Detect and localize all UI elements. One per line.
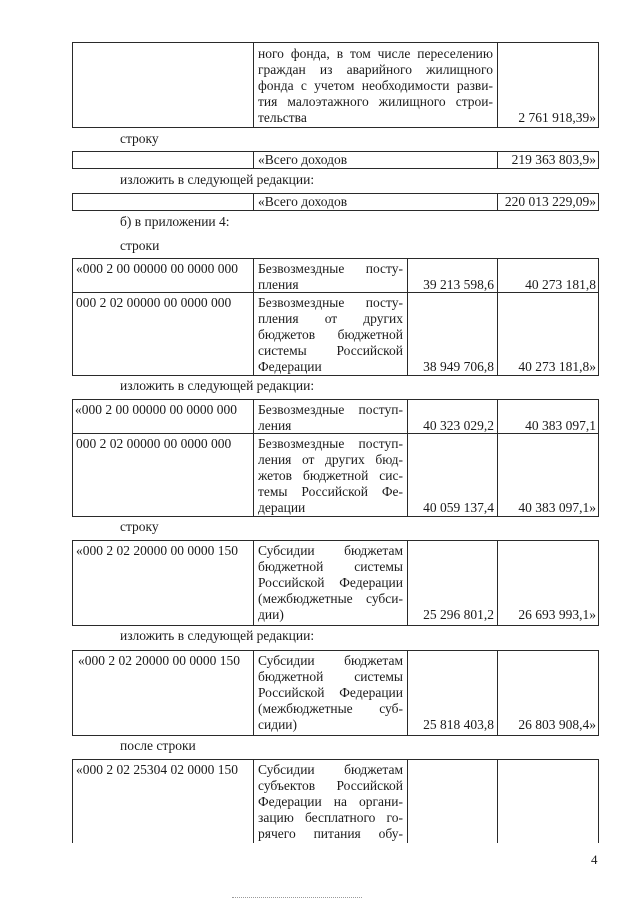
- top-table-desc-line: тельства: [258, 110, 307, 125]
- table-a-divider-3: [497, 258, 498, 376]
- table-e-divider-3: [497, 759, 498, 843]
- table-c-code: «000 2 02 20000 00 0000 150: [76, 543, 238, 558]
- table-b-divider-3: [497, 399, 498, 517]
- scan-artifact-line: [232, 897, 362, 898]
- top-table-desc-line: ного фонда, в том числе переселению: [258, 46, 493, 61]
- top-table-divider-2: [497, 42, 498, 128]
- top-table-value: 2 761 918,39»: [518, 110, 596, 125]
- table-c-divider-3: [497, 540, 498, 626]
- table-b-divider-1: [253, 399, 254, 517]
- table-a-desc-line: Безвозмездные посту-: [258, 295, 403, 310]
- label-stroku: строку: [120, 519, 159, 534]
- table-d-divider-1: [253, 650, 254, 736]
- top-table-divider-1: [253, 42, 254, 128]
- table-d-value-1: 25 818 403,8: [423, 717, 494, 732]
- table-b-desc-line: дерации: [258, 500, 306, 515]
- table-c-desc-line: дии): [258, 607, 284, 622]
- table-d-desc-line: бюджетной системы: [258, 669, 403, 684]
- table-e-desc-line: зацию бесплатного го-: [258, 810, 403, 825]
- total-new-name: «Всего доходов: [258, 194, 348, 209]
- table-e-code: «000 2 02 25304 02 0000 150: [76, 762, 238, 777]
- table-c-value-1: 25 296 801,2: [423, 607, 494, 622]
- table-e-desc-line: субъектов Российской: [258, 778, 403, 793]
- table-e-desc-line: Субсидии бюджетам: [258, 762, 403, 777]
- label-izlozhit: изложить в следующей редакции:: [120, 172, 315, 187]
- table-b-code: «000 2 00 00000 00 0000 000: [75, 402, 237, 417]
- label-stroku: строку: [120, 131, 159, 146]
- table-b-desc-line: ления от других бюд-: [258, 452, 403, 467]
- table-c-desc-line: Российской Федерации: [258, 575, 403, 590]
- table-e-divider-1: [253, 759, 254, 843]
- table-e-desc-line: Федерации на органи-: [258, 794, 403, 809]
- table-a-desc-line: Безвозмездные посту-: [258, 261, 403, 276]
- label-posle-stroki: после строки: [120, 738, 196, 753]
- table-c-desc-line: (межбюджетные субси-: [258, 591, 403, 606]
- table-a-value-1: 38 949 706,8: [423, 359, 494, 374]
- top-table-desc-line: фонда с учетом необходимости разви-: [258, 78, 493, 93]
- table-a-divider-1: [253, 258, 254, 376]
- label-annex-4: б) в приложении 4:: [120, 214, 230, 229]
- label-izlozhit: изложить в следующей редакции:: [120, 628, 315, 643]
- table-b-value-1: 40 059 137,4: [423, 500, 494, 515]
- total-old-divider-1: [253, 151, 254, 169]
- label-izlozhit: изложить в следующей редакции:: [120, 378, 315, 393]
- table-b-desc-line: Безвозмездные поступ-: [258, 402, 403, 417]
- table-d-desc-line: (межбюджетные суб-: [258, 701, 403, 716]
- table-a-value-2: 40 273 181,8»: [518, 359, 596, 374]
- total-old-value: 219 363 803,9»: [511, 152, 596, 167]
- label-stroki: строки: [120, 238, 160, 253]
- table-a-value-1: 39 213 598,6: [423, 277, 494, 292]
- total-new-divider-2: [497, 193, 498, 211]
- table-d-code: «000 2 02 20000 00 0000 150: [78, 653, 240, 668]
- table-a-desc-line: бюджетов бюджетной: [258, 327, 403, 342]
- table-a-divider-2: [407, 258, 408, 376]
- table-b-value-2: 40 383 097,1: [525, 418, 596, 433]
- table-b-desc-line: жетов бюджетной сис-: [258, 468, 403, 483]
- table-c-divider-2: [407, 540, 408, 626]
- top-table-desc-line: тия малоэтажного жилищного строи-: [258, 94, 493, 109]
- table-e-divider-2: [407, 759, 408, 843]
- table-a-desc-line: системы Российской: [258, 343, 403, 358]
- table-b-desc-line: темы Российской Фе-: [258, 484, 403, 499]
- total-old-name: «Всего доходов: [258, 152, 348, 167]
- table-d-divider-2: [407, 650, 408, 736]
- table-b-desc-line: ления: [258, 418, 292, 433]
- table-e-desc-line: рячего питания обу-: [258, 826, 403, 841]
- table-a-desc-line: Федерации: [258, 359, 322, 374]
- table-b-value-1: 40 323 029,2: [423, 418, 494, 433]
- total-old-divider-2: [497, 151, 498, 169]
- table-a-code: 000 2 02 00000 00 0000 000: [76, 295, 232, 310]
- table-c-desc-line: Субсидии бюджетам: [258, 543, 403, 558]
- table-b-divider-2: [407, 399, 408, 517]
- table-d-desc-line: Российской Федерации: [258, 685, 403, 700]
- table-d-value-2: 26 803 908,4»: [518, 717, 596, 732]
- table-b-desc-line: Безвозмездные поступ-: [258, 436, 403, 451]
- table-c-desc-line: бюджетной системы: [258, 559, 403, 574]
- table-a-desc-line: пления от других: [258, 311, 403, 326]
- table-a-code: «000 2 00 00000 00 0000 000: [76, 261, 238, 276]
- table-a-value-2: 40 273 181,8: [525, 277, 596, 292]
- top-table-desc-line: граждан из аварийного жилищного: [258, 62, 493, 77]
- total-new-value: 220 013 229,09»: [504, 194, 596, 209]
- table-a-desc-line: пления: [258, 277, 299, 292]
- table-c-value-2: 26 693 993,1»: [518, 607, 596, 622]
- table-d-desc-line: Субсидии бюджетам: [258, 653, 403, 668]
- table-c-divider-1: [253, 540, 254, 626]
- total-new-divider-1: [253, 193, 254, 211]
- table-d-desc-line: сидии): [258, 717, 298, 732]
- table-d-divider-3: [497, 650, 498, 736]
- table-b-value-2: 40 383 097,1»: [518, 500, 596, 515]
- table-b-code: 000 2 02 00000 00 0000 000: [76, 436, 232, 451]
- page-number: 4: [591, 852, 598, 867]
